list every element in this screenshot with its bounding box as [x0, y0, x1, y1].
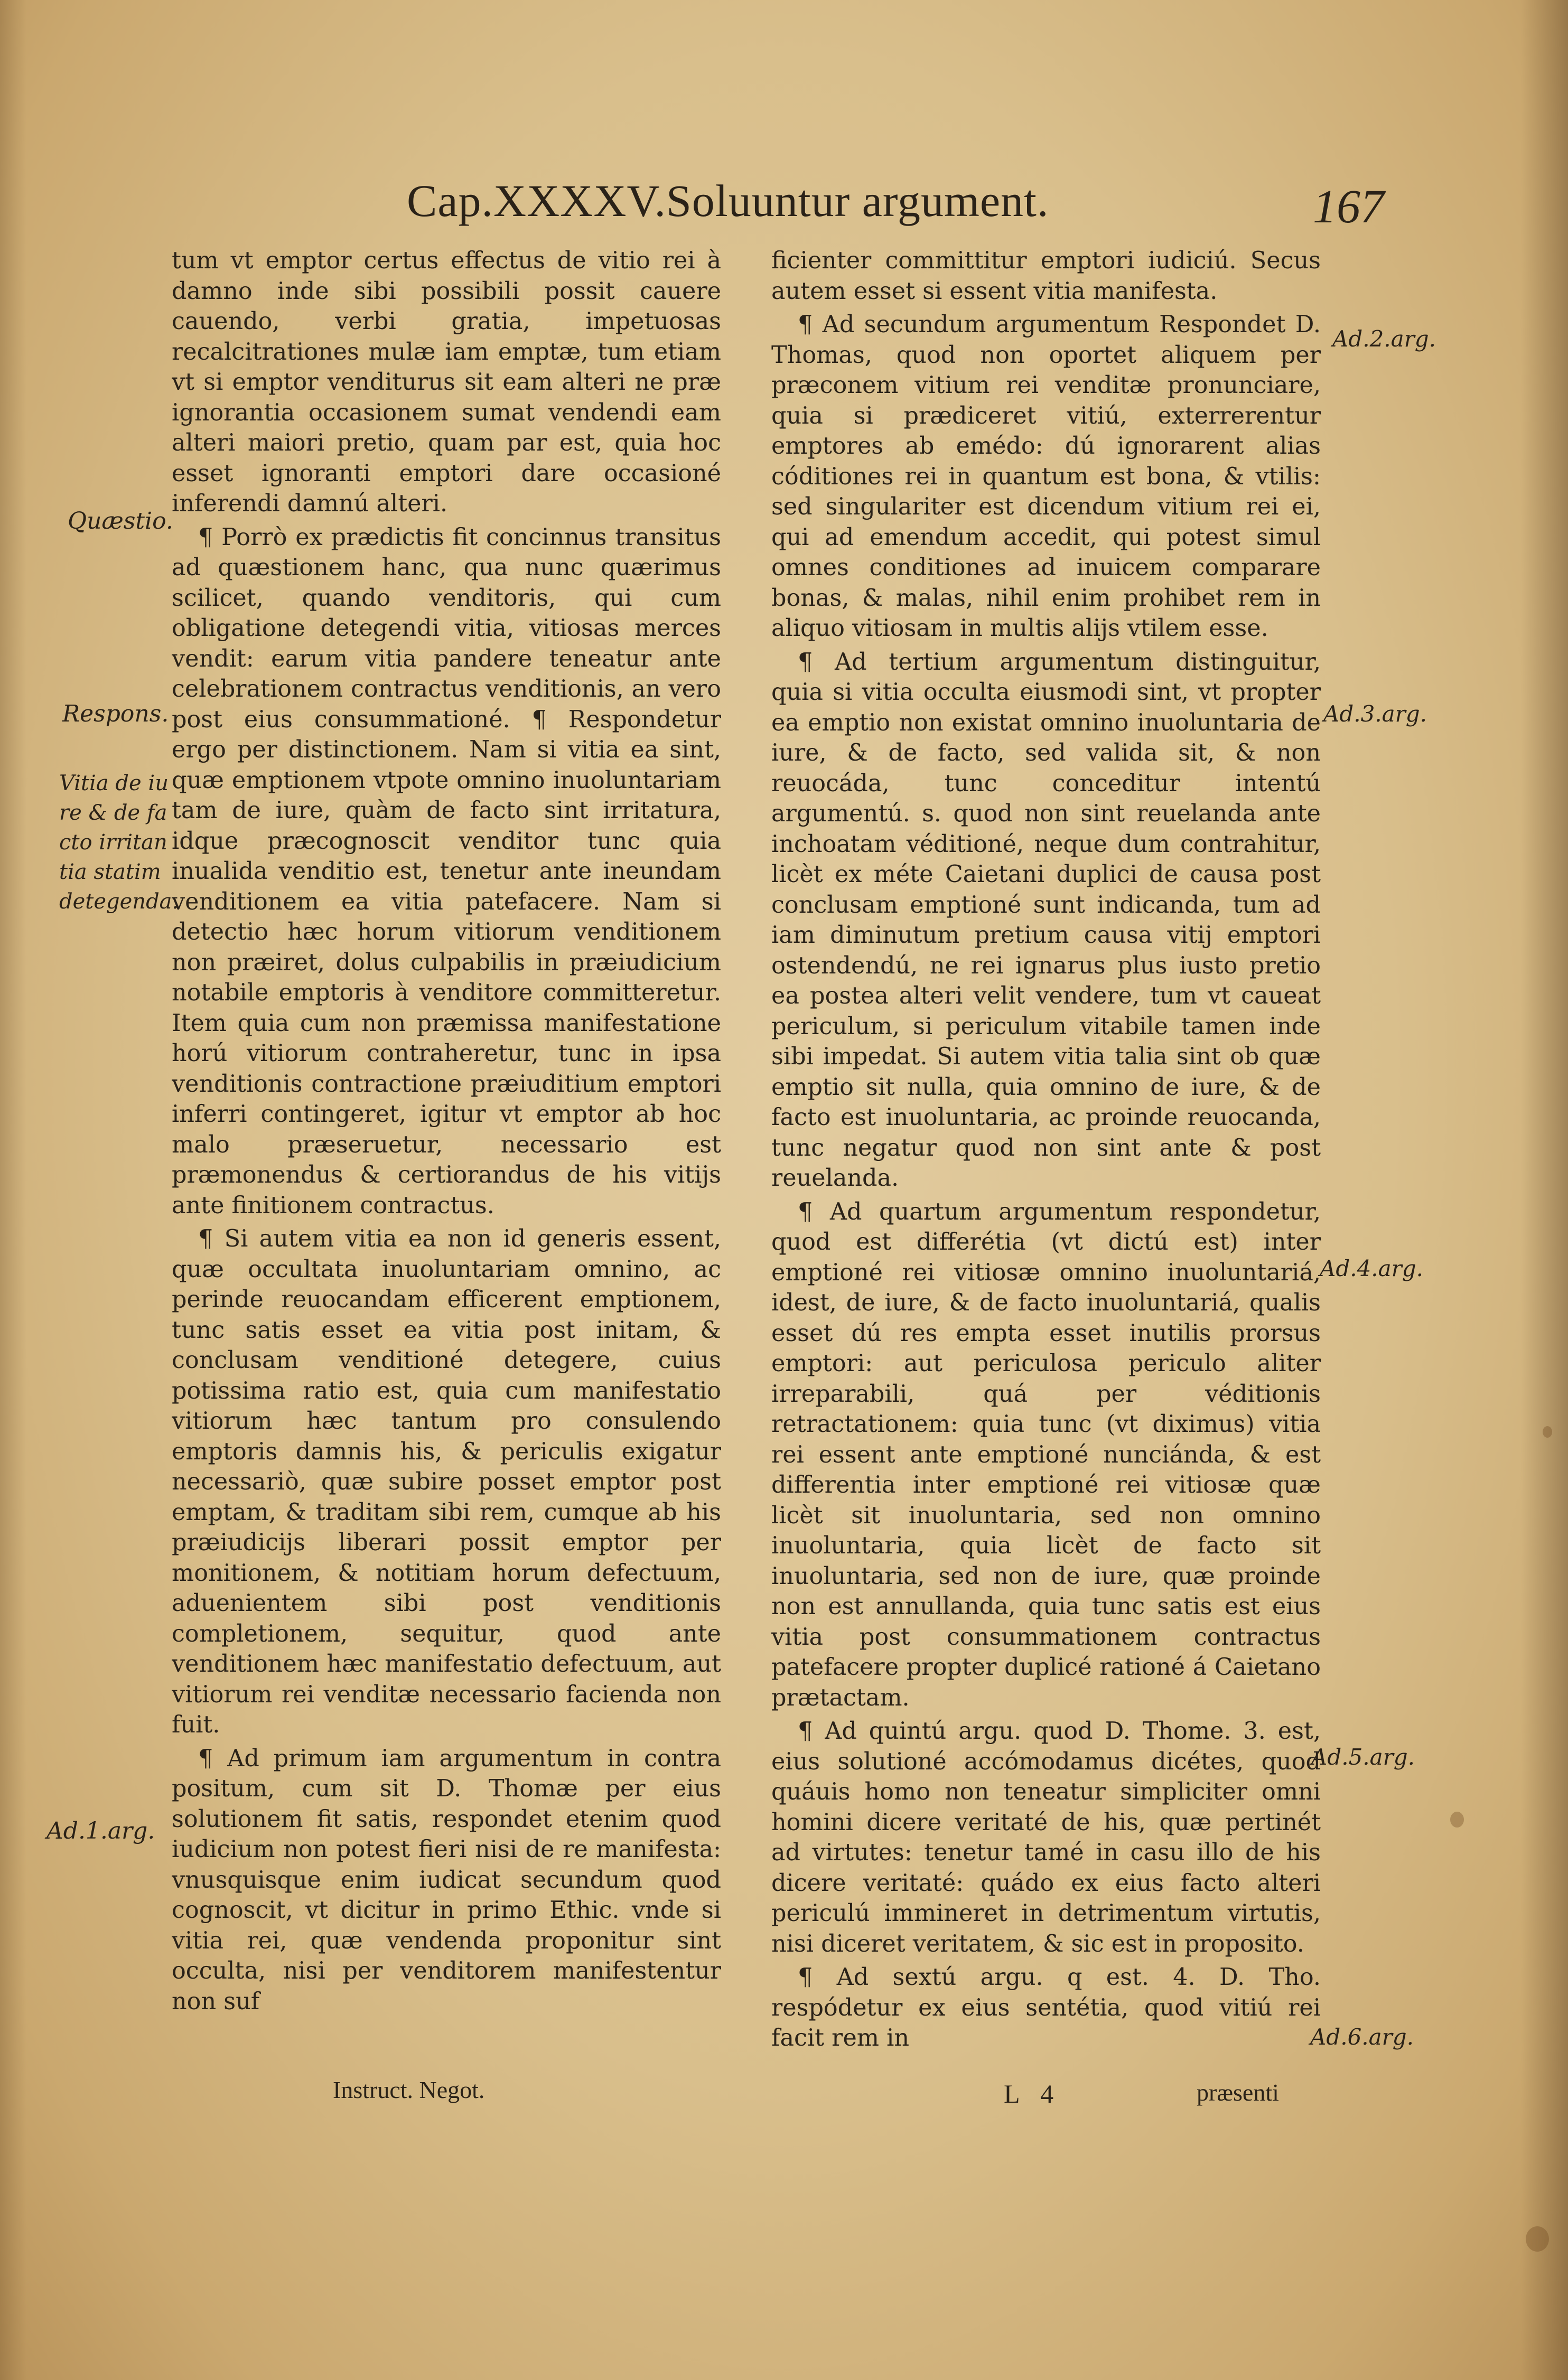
- paragraph: ficienter committitur emptori iudiciú. Secus autem esset si essent vitia manifesta.: [771, 247, 1321, 305]
- margin-note-vitia: [59, 769, 179, 916]
- paragraph: ¶ Ad sextú argu. q est. 4. D. Tho. respódetur ex eius sentétia, quod vitiú rei facit rem in: [771, 1964, 1321, 2051]
- paragraph: ¶ Si autem vitia ea non id generis essent, quæ occultata inuoluntariam omnino, ac perinde reuocandam efficerent emptionem, tunc satis esset ea vitia post initam, & conclusam venditioné detegere, cuius potissima ratio est, quia cum manifestatio vitiorum hæc tantum pro consulendo emptoris damnis his, & periculis exigatur necessariò, quæ subire posset emptor post emptam, & traditam sibi rem, cumque ab his præiudicijs liberari possit emptor per monitionem, & notitiam horum defectuum, aduenientem sibi post venditionis completionem, sequitur, quod ante venditionem hæc manifestatio defectuum, aut vitiorum rei venditæ necessario facienda non fuit.: [172, 1225, 721, 1738]
- paragraph: ¶ Ad primum iam argumentum in contra positum, cum sit D. Thomæ per eius solutionem fit satis, respondet etenim quod iudicium non potest fieri nisi de re manifesta: vnusquisque enim iudicat secundum quod cognoscit, vt dicitur in primo Ethic. vnde si vitia rei, quæ vendenda proponitur sint occulta, nisi per venditorem manifestentur non suf: [172, 1745, 721, 2015]
- margin-note-quaestio: Quæstio.: [68, 508, 173, 535]
- ink-stain: [1543, 1426, 1552, 1438]
- margin-note-ad1: Ad.1.arg.: [46, 1817, 155, 1844]
- margin-note-ad5: Ad.5.arg.: [1311, 1744, 1415, 1770]
- paragraph: ¶ Ad quartum argumentum respondetur, quod est differétia (vt dictú est) inter emptioné rei vitiosæ omnino inuoluntariá, idest, de iure, & de facto inuoluntariá, qualis esset dú res empta esset inutilis prorsus emptori: aut periculosa periculo aliter irreparabili, quá per véditionis retractationem: quia tunc (vt diximus) vitia rei essent ante emptioné nunciánda, & est differentia inter emptioné rei vitiosæ quæ licèt sit inuoluntaria, sed non omnino inuoluntaria, quia licèt de facto sit inuoluntaria, sed non de iure, quæ proinde non est annullanda, quia tunc satis est eius vitia post consummationem contractus patefacere propter duplicé rationé á Caietano prætactam.: [771, 1198, 1321, 1711]
- margin-note-line: re & de fa: [59, 801, 167, 825]
- ink-stain: [1450, 1812, 1464, 1828]
- paragraph: ¶ Porrò ex prædictis fit concinnus transitus ad quæstionem hanc, qua nunc quærimus scilicet, quando venditoris, qui cum obligatione detegendi vitia, vitiosas merces vendit: earum vitia pandere teneatur ante celebrationem contractus venditionis, an vero post eius consummationé. ¶ Respondetur ergo per distinctionem. Nam si vitia ea sint, quæ emptionem vtpote omnino inuoluntariam tam de iure, quàm de facto sint irritatura, idque præcognoscit venditor tunc quia inualida venditio est, tenetur ante ineundam venditionem ea vitia patefacere. Nam si detectio hæc horum vitiorum venditionem non præiret, dolus culpabilis in præiudicium notabile emptoris à venditore committeretur. Item quia cum non præmissa manifestatione horú vitiorum contraheretur, tunc in ipsa venditionis contractione præiuditium emptori inferri contingeret, igitur vt emptor ab hoc malo præseruetur, necessario est præmonendus & certiorandus de his vitijs ante finitionem contractus.: [172, 523, 721, 1219]
- catchword-left: Instruct. Negot.: [333, 2076, 485, 2103]
- margin-note-line: tia statim: [59, 860, 161, 884]
- margin-note-ad2: Ad.2.arg.: [1332, 326, 1436, 352]
- text-column-right: [771, 246, 1321, 2115]
- paragraph: ¶ Ad secundum argumentum Respondet D. Thomas, quod non oportet aliquem per præconem vitium rei venditæ pronunciare, quia si prædiceret vitiú, exterrerentur emptores ab emédo: dú ignorarent alias códitiones rei in quantum est bona, & vtilis: sed singulariter est dicendum vitium rei ei, qui ad emendum accedit, qui potest simul omnes conditiones ad inuicem comparare bonas, & malas, nihil enim prohibet rem in aliquo vitiosam in multis alijs vtilem esse.: [771, 311, 1321, 642]
- ink-stain: [1526, 2226, 1549, 2252]
- chapter-title: Cap.XXXXV.Soluuntur argument.: [407, 175, 1049, 226]
- margin-note-ad3: Ad.3.arg.: [1323, 701, 1427, 727]
- catchword-right: præsenti: [1197, 2079, 1279, 2106]
- margin-note-ad6: Ad.6.arg.: [1310, 2024, 1414, 2050]
- margin-note-line: detegenda.: [59, 889, 179, 914]
- page-edge-shadow-right: [1520, 0, 1568, 2380]
- margin-note-line: Vitia de iu: [59, 771, 169, 795]
- paragraph: ¶ Ad tertium argumentum distinguitur, quia si vitia occulta eiusmodi sint, vt propter ea emptio non existat omnino inuoluntaria de iure, & de facto, sed valida sit, & non reuocáda, tunc conceditur intentú argumentú. s. quod non sint reuelanda ante inchoatam véditioné, neque dum contrahitur, licèt ex méte Caietani duplici de causa post conclusam emptioné sunt indicanda, tum ad iam diminutum pretium causa vitij emptori ostendendú, ne rei ignarus plus iusto pretio ea postea alteri velit vendere, tum vt caueat periculum, si periculum vitabile tamen inde sibi impedat. Si autem vitia talia sint ob quæ emptio sit nulla, quia omnino de iure, & de facto est inuoluntaria, ac proinde reuocanda, tunc negatur quod non sint ante & post reuelanda.: [771, 648, 1321, 1192]
- paragraph: tum vt emptor certus effectus de vitio rei à damno inde sibi possibili possit cauere cauendo, verbi gratia, impetuosas recalcitrationes mulæ iam emptæ, tum etiam vt si emptor venditurus sit eam alteri ne præ ignorantia occasionem sumat vendendi eam alteri maiori pretio, quam par est, quia hoc esset ignoranti emptori dare occasioné inferendi damnú alteri.: [172, 247, 721, 517]
- paragraph: ¶ Ad quintú argu. quod D. Thome. 3. est, eius solutioné accómodamus dicétes, quod quáuis homo non teneatur simpliciter omni homini dicere veritaté de his, quæ pertinét ad virtutes: tenetur tamé in casu illo de his dicere veritaté: quádo ex eius facto alteri periculú immineret in detrimentum virtutis, nisi diceret veritatem, & sic est in proposito.: [771, 1718, 1321, 1957]
- page-edge-shadow-left: [0, 0, 26, 2380]
- margin-note-respons: Respons.: [62, 700, 169, 727]
- running-header: [407, 174, 1384, 243]
- margin-note-ad4: Ad.4.arg.: [1320, 1255, 1423, 1281]
- margin-note-line: cto irritan: [59, 830, 167, 855]
- signature-mark: L 4: [1004, 2079, 1061, 2109]
- page-number: 167: [1313, 181, 1384, 233]
- text-column-left: [172, 246, 721, 2115]
